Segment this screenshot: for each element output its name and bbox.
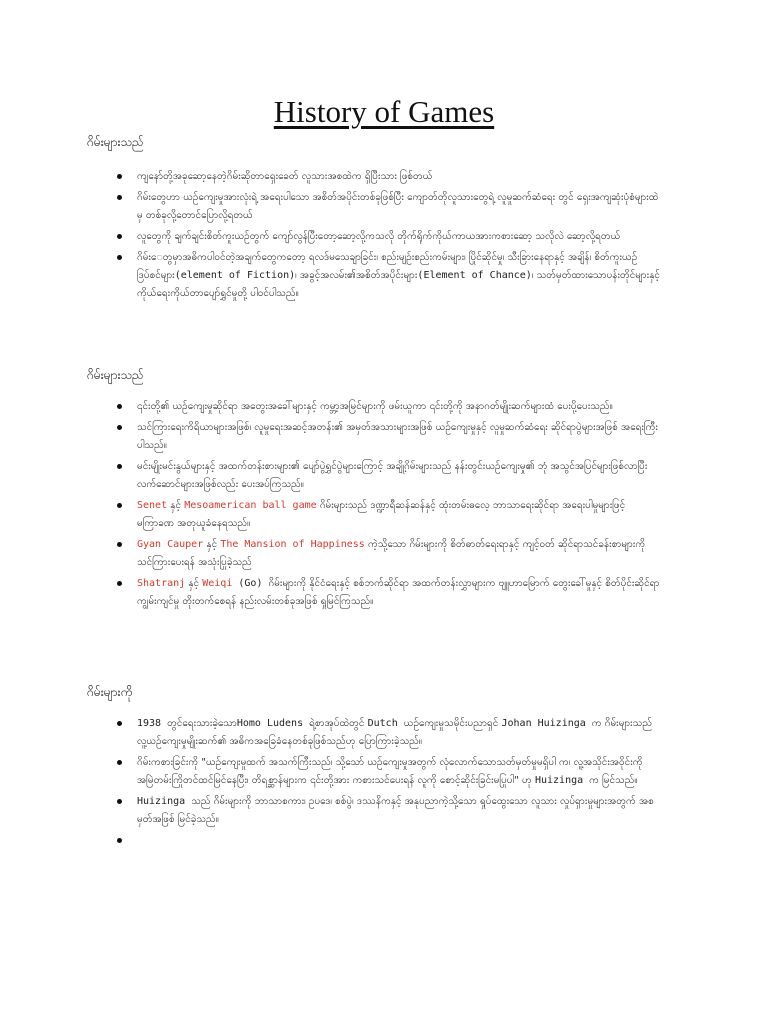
document-title-wrap xyxy=(0,94,768,130)
bullet-icon xyxy=(117,760,122,765)
list-item-text: ရဲ့စာအုပ်ထဲတွင် xyxy=(309,718,368,729)
bullet-icon xyxy=(117,404,122,409)
list-item-text: Dutch xyxy=(367,718,404,729)
bullet-icon xyxy=(117,464,122,469)
list-item xyxy=(0,793,660,829)
section-1-list xyxy=(0,168,660,303)
list-item-text: ယဥ်ကျေးမှုသမိုင်းပညာရှင် xyxy=(403,718,502,729)
highlighted-term: Weiqi xyxy=(202,578,233,589)
bullet-icon xyxy=(117,234,122,239)
bullet-icon xyxy=(117,425,122,430)
list-item xyxy=(0,754,660,790)
section-heading-3: ဂိမ်းများကို xyxy=(87,685,133,699)
highlighted-term: The Mansion of Happiness xyxy=(220,539,365,550)
list-item-text: ၊ သတ်မှတ်ထားသောပန်းတိုင်များနှင့် ကိုယ်ရေးကိုယ်တာပျော်ရွှင်မှုတို့ ပါဝင်ပါသည်။ xyxy=(137,270,660,299)
bullet-icon xyxy=(117,542,122,547)
list-item-text: တွင်ရေးသားခဲ့သော xyxy=(167,718,237,729)
bullet-icon xyxy=(117,255,122,260)
list-item-text: Homo Ludens xyxy=(236,718,310,729)
list-item-text: ၊ အခွင့်အလမ်း၏အစိတ်အပိုင်းများ xyxy=(295,270,418,281)
list-item-text: (Element of Chance) xyxy=(417,270,532,281)
list-item xyxy=(0,575,660,611)
list-item xyxy=(0,249,660,303)
list-item-text: က မြင်သည်။ xyxy=(589,775,638,786)
list-item-text: ၎င်းတို့၏ ယဥ်ကျေးမှုဆိုင်ရာ အတွေးအခေါ်များနှင့် ကမ္ဘာ့အမြင်များကို ဖမ်းယူကာ ၎င်းတို့ကို အနာဂတ်မျိုးဆက်များထံ ပေးပို့ပေးသည်။ xyxy=(137,401,613,412)
list-item xyxy=(0,497,660,533)
section-3-list xyxy=(0,715,660,832)
list-item-text: နှင့် xyxy=(167,500,185,511)
list-item xyxy=(0,458,660,494)
list-item-text: ဂိမ်းတွေဟာ ယဥ်ကျေးမှုအားလုံးရဲ့ အရေးပါသော အစိတ်အပိုင်းတစ်ခုဖြစ်ပြီး ကျောတ်တိုလူသားတွေရဲ့ လူမှုဆက်ဆံရေး တွင် ရှေးအကျဆုံးပုံစံများထဲမှ တစ်ခုလို့တောင်ပြောလို့ရတယ် xyxy=(137,192,659,221)
list-item xyxy=(0,398,660,416)
highlighted-term: Shatranj xyxy=(137,578,186,589)
list-item xyxy=(0,168,660,186)
list-item-text: Huizinga xyxy=(534,775,590,786)
list-item-text: နှင့် xyxy=(203,539,221,550)
list-item-text: (Go) xyxy=(232,578,269,589)
bullet-icon xyxy=(117,581,122,586)
bullet-icon xyxy=(117,503,122,508)
list-item-text: ဂိမ်းများကို နိုင်ငံရေးနှင့် စစ်ဘက်ဆိုင်ရာ အထက်တန်းလွှာများက ဗျူဟာမြောက် တွေးခေါ်မှုနှင့် စိတ်ပိုင်းဆိုင်ရာ ကျွမ်းကျင်မှု တိုးတက်စေရန် နည်းလမ်းတစ်ခုအဖြစ် ရှုမြင်ကြသည်။ xyxy=(137,578,660,607)
list-item-text: လူတွေကို ချက်ချင်းစိတ်ကူးယဥ်တွက် ကျော်လွန်ပြီးတော့ဆော့လို့ကသလို တိုက်ရိုက်ကိုယ်ကာယအားကစားဆော့ သလိုလဲ ဆော့လို့ရတယ် xyxy=(137,231,621,242)
section-2-list xyxy=(0,398,660,611)
list-item-text: ဂိမ်းများသည် ဒဏ္ဍာရီဆန်ဆန်နှင့် ထုံးတမ်းဓလေ့ ဘာသာရေးဆိုင်ရာ အရေးပါမှုများဖြင့် မကြာခဏ အတုယူခံနေရသည်။ xyxy=(137,500,626,529)
list-item-text: ကဲ့သို့သော ဂိမ်းများကို စိတ်ဓာတ်ရေးရာနှင့် ကျင့်ဝတ် ဆိုင်ရာသင်ခန်းစာများကို သင်ကြားပေးရန် အသုံးပြုခဲ့သည် xyxy=(137,539,646,568)
bullet-icon xyxy=(117,174,122,179)
bullet-icon xyxy=(117,721,122,726)
list-item-text: ကျနော်တို့အခုဆော့နေတဲ့ဂိမ်းဆိုတာရှေးခေတ် လူသားအစထဲက ရှိပြီးသား ဖြစ်တယ် xyxy=(137,171,433,182)
list-item-text: ဂိမ်းကစားခြင်းကို "ယဥ်ကျေးမှုထက် အသက်ကြီးသည်၊ သို့သော် ယဥ်ကျေးမှုအတွက် လုံလောက်သောသတ်မှတ်မှုမရှိပါ က၊ လူ့အသိုင်းအဝိုင်းကို အမြဲတမ်းကြိုတင်ထင်မြင်နေပြီး၊ တိရစ္ဆာန်များက ၎င်းတို့အား ကစားသင်ပေးရန် လူကို စောင့်ဆိုင်းခြင်းမပြုပါ" ဟု xyxy=(137,757,643,786)
list-item xyxy=(0,419,660,455)
section-heading-1: ဂိမ်းများသည် xyxy=(87,135,144,149)
section-heading-2: ဂိမ်းများသည် xyxy=(87,368,144,382)
highlighted-term: Mesoamerican ball game xyxy=(184,500,317,511)
list-item-text: ဂိမ်းေတွမှာအဓိကပါဝင်တဲ့အချက်တွေကတော့ ရလဒ်မသေချာခြင်း၊ စည်းမျဥ်းစည်းကမ်းများ၊ ပြိုင်ဆိုင်မှု၊ သီးခြားနေရာနှင့် အချိန်၊ စိတ်ကူးယဥ်ဒြပ်စင်များ xyxy=(137,252,638,281)
bullet-icon xyxy=(117,799,122,804)
list-item-text: Huizinga xyxy=(137,796,192,807)
bullet-icon xyxy=(117,195,122,200)
list-item-text: သည် ဂိမ်းများကို ဘာသာစကား၊ ဥပဒေ၊ စစ်ပွဲ၊ ဒဿနိကနှင့် အနုပညာကဲ့သို့သော ရှုပ်ထွေးသော လူသား လှုပ်ရှားမှုများအတွက် အစမှတ်အဖြစ် မြင်ခဲ့သည်။ xyxy=(137,796,654,825)
list-item-text: မင်းမျိုးမင်းနွယ်များနှင့် အထက်တန်းစားများ၏ ပျော်ပွဲရွှင်ပွဲများကြောင့် အချို့ဂိမ်းများသည် နန်းတွင်းယဥ်ကျေးမှု၏ ဘုံ အသွင်အပြင်များဖြစ်လာပြီး လက်ဆောင်များအဖြစ်လည်း ပေးအပ်ကြသည်။ xyxy=(137,461,648,490)
list-item-text: က ဂိမ်းများသည် လူ့ယဥ်ကျေးမှုမျိုးဆက်၏ အဓိကအခြေခံနေတစ်ခုဖြစ်သည်ဟု ပြောကြားခဲ့သည်။ xyxy=(137,718,653,747)
list-item-text: 1938 xyxy=(137,718,168,729)
highlighted-term: Senet xyxy=(137,500,168,511)
list-item xyxy=(0,189,660,225)
list-item xyxy=(0,536,660,572)
list-item-text: Johan Huizinga xyxy=(501,718,592,729)
list-item-text: (element of Fiction) xyxy=(174,270,296,281)
highlighted-term: Gyan Cauper xyxy=(137,539,204,550)
document-title: History of Games xyxy=(273,94,495,129)
list-item xyxy=(0,715,660,751)
list-item-text: သင်ကြားရေးကိရိယာများအဖြစ်၊ လူမှုရေးအဆင့်အတန်း၏ အမှတ်အသားများအဖြစ် ယဥ်ကျေးမှုနှင့် လူမှုဆက်ဆံရေး ဆိုင်ရာပွဲများအဖြစ် အရေးကြီးပါသည်။ xyxy=(137,422,658,451)
list-item-text: နှင့် xyxy=(185,578,203,589)
list-item xyxy=(0,228,660,246)
bullet-icon xyxy=(117,838,122,843)
